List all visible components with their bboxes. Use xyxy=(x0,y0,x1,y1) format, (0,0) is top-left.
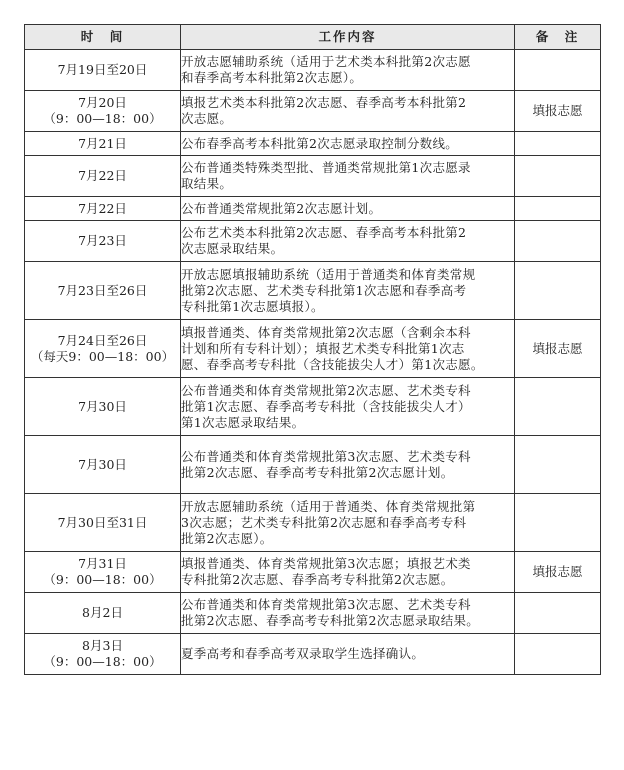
note-cell xyxy=(515,50,601,91)
table-row xyxy=(25,132,601,156)
content-cell xyxy=(181,320,515,378)
content-text: 填报普通类、体育类常规批第3次志愿；填报艺术类 xyxy=(181,556,471,571)
content-text: 填报艺术类本科批第2次志愿、春季高考本科批第2 xyxy=(181,95,467,110)
table-row xyxy=(25,320,601,378)
note-cell xyxy=(515,593,601,634)
content-text: 开放志愿填报辅助系统（适用于普通类和体育类常规 xyxy=(181,266,476,282)
table-row xyxy=(25,91,601,132)
note-cell: 填报志愿 xyxy=(515,552,601,593)
header-note: 备 注 xyxy=(515,25,601,50)
note-cell: 填报志愿 xyxy=(515,91,601,132)
table-row xyxy=(25,593,601,634)
content-cell xyxy=(181,132,515,156)
note-cell: 填报志愿 xyxy=(515,320,601,378)
time-text: 7月24日至26日 xyxy=(57,332,148,348)
content-cell xyxy=(181,50,515,91)
time-text: 7月21日 xyxy=(78,135,127,151)
content-text: 公布普通类和体育类常规批第3次志愿、艺术类专科 xyxy=(181,597,471,612)
note-cell xyxy=(515,197,601,221)
content-text: 批第2次志愿）。 xyxy=(181,530,273,546)
time-text: （每天9：00—18：00） xyxy=(30,348,175,364)
content-text: 批第2次志愿、艺术类专科批第1次志愿和春季高考 xyxy=(181,282,467,298)
time-cell xyxy=(25,50,181,91)
time-text: 7月22日 xyxy=(78,168,127,183)
time-text: 7月19日至20日 xyxy=(57,62,148,77)
content-text: 公布普通类特殊类型批、普通类常规批第1次志愿录 xyxy=(181,160,471,175)
note-cell xyxy=(515,494,601,552)
schedule-table xyxy=(24,24,601,675)
table-row xyxy=(25,221,601,262)
content-text: 批第2次志愿、春季高考专科批第2次志愿计划。 xyxy=(181,464,454,480)
time-cell xyxy=(25,634,181,675)
time-cell xyxy=(25,494,181,552)
time-cell xyxy=(25,156,181,197)
content-text: 开放志愿辅助系统（适用于艺术类本科批第2次志愿 xyxy=(181,54,471,69)
table-row xyxy=(25,156,601,197)
content-text: 公布普通类和体育类常规批第2次志愿、艺术类专科 xyxy=(181,382,471,398)
content-text: 取结果。 xyxy=(181,176,233,191)
header-row xyxy=(25,25,601,50)
time-text: 7月23日至26日 xyxy=(57,282,148,298)
time-cell xyxy=(25,552,181,593)
note-cell xyxy=(515,262,601,320)
time-cell xyxy=(25,262,181,320)
content-text: 夏季高考和春季高考双录取学生选择确认。 xyxy=(181,646,425,661)
time-cell xyxy=(25,436,181,494)
table-row xyxy=(25,378,601,436)
content-text: 和春季高考本科批第2次志愿）。 xyxy=(181,70,363,85)
time-cell xyxy=(25,132,181,156)
content-cell xyxy=(181,593,515,634)
content-text: 专科批第1次志愿填报）。 xyxy=(181,298,324,314)
table-row xyxy=(25,634,601,675)
note-cell xyxy=(515,132,601,156)
time-cell xyxy=(25,197,181,221)
time-text: 8月2日 xyxy=(82,605,123,620)
table-row xyxy=(25,262,601,320)
table-row xyxy=(25,552,601,593)
note-cell xyxy=(515,156,601,197)
note-cell xyxy=(515,634,601,675)
schedule-body xyxy=(25,50,601,675)
content-cell xyxy=(181,378,515,436)
note-cell xyxy=(515,221,601,262)
note-cell xyxy=(515,436,601,494)
content-text: 填报普通类、体育类常规批第2次志愿（含剩余本科 xyxy=(181,324,471,340)
time-text: 7月22日 xyxy=(78,200,127,216)
time-cell xyxy=(25,378,181,436)
time-cell xyxy=(25,91,181,132)
table-row xyxy=(25,50,601,91)
time-text: 7月30日至31日 xyxy=(57,514,148,530)
content-text: 愿、春季高考专科批（含技能拔尖人才）第1次志愿。 xyxy=(181,356,484,372)
content-text: 次志愿。 xyxy=(181,111,233,126)
content-cell xyxy=(181,494,515,552)
content-text: 次志愿录取结果。 xyxy=(181,241,284,256)
content-text: 第1次志愿录取结果。 xyxy=(181,414,305,430)
content-text: 3次志愿；艺术类专科批第2次志愿和春季高考专科 xyxy=(181,514,467,530)
content-cell xyxy=(181,91,515,132)
time-text: 7月31日 xyxy=(78,556,127,571)
content-text: 公布普通类常规批第2次志愿计划。 xyxy=(181,200,382,216)
content-cell xyxy=(181,156,515,197)
content-text: 公布艺术类本科批第2次志愿、春季高考本科批第2 xyxy=(181,225,467,240)
content-cell xyxy=(181,221,515,262)
content-text: 开放志愿辅助系统（适用于普通类、体育类常规批第 xyxy=(181,498,476,514)
content-text: 公布春季高考本科批第2次志愿录取控制分数线。 xyxy=(181,135,459,151)
time-text: 7月20日 xyxy=(78,95,127,110)
content-text: 批第1次志愿、春季高考专科批（含技能拔尖人才） xyxy=(181,398,471,414)
content-cell xyxy=(181,197,515,221)
content-text: 专科批第2次志愿、春季高考专科批第2次志愿。 xyxy=(181,572,454,587)
content-text: 计划和所有专科计划）；填报艺术类专科批第1次志 xyxy=(181,340,465,356)
time-cell xyxy=(25,221,181,262)
content-text: 公布普通类和体育类常规批第3次志愿、艺术类专科 xyxy=(181,448,471,464)
content-cell xyxy=(181,436,515,494)
content-cell xyxy=(181,552,515,593)
content-text: 批第2次志愿、春季高考专科批第2次志愿录取结果。 xyxy=(181,613,480,628)
time-text: 7月23日 xyxy=(78,233,127,248)
time-text: （9：00—18：00） xyxy=(43,111,162,126)
content-cell xyxy=(181,634,515,675)
time-text: 8月3日 xyxy=(82,638,123,653)
table-row xyxy=(25,197,601,221)
time-cell xyxy=(25,320,181,378)
time-text: 7月30日 xyxy=(78,456,127,472)
note-cell xyxy=(515,378,601,436)
header-content: 工作内容 xyxy=(181,25,515,50)
time-cell xyxy=(25,593,181,634)
header-time: 时 间 xyxy=(25,25,181,50)
time-text: （9：00—18：00） xyxy=(43,654,162,669)
time-text: 7月30日 xyxy=(78,398,127,414)
table-row xyxy=(25,494,601,552)
table-row xyxy=(25,436,601,494)
time-text: （9：00—18：00） xyxy=(43,572,162,587)
content-cell xyxy=(181,262,515,320)
